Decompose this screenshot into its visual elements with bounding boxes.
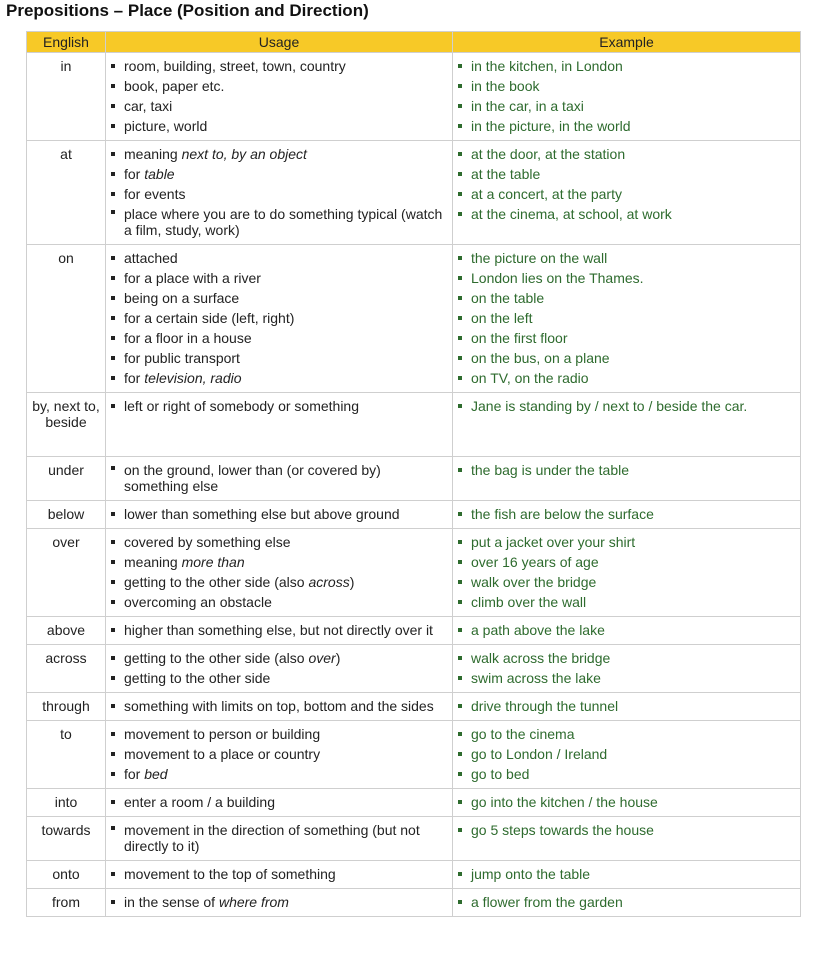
usage-item [110,164,448,184]
table-row [27,529,801,617]
usage-list [110,144,448,240]
preposition-text: on [58,250,74,266]
usage-item [110,460,448,496]
example-list [457,696,796,716]
usage-text: enter a room / a building [124,794,275,810]
example-item: a flower from the garden [457,892,796,912]
usage-text: lower than something else but above ground [124,506,400,522]
usage-item [110,648,448,668]
usage-text: getting to the other side (also [124,574,309,590]
usage-emphasis: table [144,166,175,182]
usage-text: for a place with a river [124,270,261,286]
example-list [457,248,796,388]
usage-item [110,308,448,328]
usage-text: book, paper etc. [124,78,225,94]
preposition-text: under [48,462,84,478]
example-item: in the picture, in the world [457,116,796,136]
usage-text: place where you are to do something typical (watch a film, study, work) [124,206,443,238]
usage-emphasis: bed [144,766,168,782]
preposition-cell [27,693,106,721]
usage-text: higher than something else, but not directly over it [124,622,433,638]
example-cell [453,529,801,617]
example-list [457,820,796,840]
example-cell [453,141,801,245]
table-row [27,693,801,721]
preposition-text: from [52,894,80,910]
table-row [27,817,801,861]
preposition-text: over [52,534,80,550]
usage-list [110,792,448,812]
usage-item [110,396,448,416]
example-cell [453,393,801,457]
example-item: on the bus, on a plane [457,348,796,368]
usage-list [110,648,448,688]
usage-item [110,116,448,136]
table-row [27,457,801,501]
usage-emphasis: across [308,574,350,590]
example-item: on the first floor [457,328,796,348]
example-item: in the kitchen, in London [457,56,796,76]
table-row [27,889,801,917]
usage-list [110,864,448,884]
usage-item [110,620,448,640]
example-item: walk across the bridge [457,648,796,668]
example-item: walk over the bridge [457,572,796,592]
example-list [457,396,796,416]
example-item: a path above the lake [457,620,796,640]
example-list [457,620,796,640]
usage-emphasis: more than [181,554,245,570]
usage-list [110,504,448,524]
example-list [457,460,796,480]
example-cell [453,501,801,529]
usage-text: for [124,766,145,782]
preposition-text: to [60,726,72,742]
usage-list [110,248,448,388]
usage-item [110,724,448,744]
usage-list [110,460,448,496]
usage-item [110,532,448,552]
usage-emphasis: next to, by an object [181,146,307,162]
example-list [457,56,796,136]
usage-text: for a floor in a house [124,330,252,346]
usage-item [110,288,448,308]
example-item: London lies on the Thames. [457,268,796,288]
usage-cell [106,457,453,501]
preposition-cell [27,617,106,645]
usage-emphasis: where from [218,894,289,910]
preposition-text: onto [52,866,80,882]
header-example: Example [453,32,801,53]
usage-cell [106,861,453,889]
usage-cell [106,53,453,141]
usage-item [110,504,448,524]
preposition-cell [27,721,106,789]
example-list [457,724,796,784]
example-cell [453,817,801,861]
usage-text: left or right of somebody or something [124,398,360,414]
usage-text: picture, world [124,118,208,134]
example-item: Jane is standing by / next to / beside the car. [457,396,796,416]
example-item: at the door, at the station [457,144,796,164]
example-item: the picture on the wall [457,248,796,268]
table-row [27,617,801,645]
example-item: drive through the tunnel [457,696,796,716]
example-cell [453,789,801,817]
example-cell [453,457,801,501]
table-row [27,789,801,817]
example-item: at a concert, at the party [457,184,796,204]
usage-cell [106,889,453,917]
usage-text: for a certain side (left, right) [124,310,295,326]
usage-cell [106,501,453,529]
example-item: jump onto the table [457,864,796,884]
usage-item [110,184,448,204]
example-list [457,648,796,688]
usage-cell [106,693,453,721]
usage-list [110,724,448,784]
usage-item [110,96,448,116]
header-row [27,32,801,53]
usage-cell [106,617,453,645]
example-item: on the left [457,308,796,328]
usage-list [110,396,448,416]
preposition-cell [27,889,106,917]
example-item: the fish are below the surface [457,504,796,524]
preposition-text: in [60,58,72,74]
usage-cell [106,789,453,817]
example-item: the bag is under the table [457,460,796,480]
usage-list [110,56,448,136]
usage-text: for [124,166,145,182]
usage-text: being on a surface [124,290,240,306]
usage-item [110,572,448,592]
example-item: at the table [457,164,796,184]
example-cell [453,617,801,645]
usage-item [110,792,448,812]
example-item: put a jacket over your shirt [457,532,796,552]
example-cell [453,245,801,393]
usage-text: on the ground, lower than (or covered by) something else [124,462,381,494]
usage-text: something with limits on top, bottom and the sides [124,698,434,714]
preposition-cell [27,861,106,889]
usage-item [110,744,448,764]
usage-emphasis: over [308,650,336,666]
usage-text: meaning [124,554,182,570]
usage-item [110,764,448,784]
usage-text: for events [124,186,186,202]
usage-text: getting to the other side (also [124,650,309,666]
usage-text: ) [335,650,341,666]
example-list [457,144,796,224]
preposition-text: at [60,146,72,162]
table-body [27,53,801,917]
usage-item [110,328,448,348]
usage-item [110,696,448,716]
table-row [27,393,801,457]
usage-cell [106,645,453,693]
usage-item [110,248,448,268]
usage-text: movement to a place or country [124,746,321,762]
usage-item [110,820,448,856]
preposition-text: towards [41,822,91,838]
example-item: in the car, in a taxi [457,96,796,116]
usage-text: car, taxi [124,98,173,114]
usage-text: meaning [124,146,182,162]
usage-text: overcoming an obstacle [124,594,272,610]
example-list [457,864,796,884]
preposition-text: by, next to, beside [32,398,100,430]
usage-item [110,668,448,688]
example-cell [453,861,801,889]
usage-item [110,348,448,368]
example-cell [453,889,801,917]
preposition-cell [27,53,106,141]
preposition-cell [27,393,106,457]
example-cell [453,53,801,141]
usage-item [110,368,448,388]
example-cell [453,721,801,789]
preposition-cell [27,457,106,501]
usage-item [110,268,448,288]
usage-text: in the sense of [124,894,219,910]
usage-item [110,892,448,912]
example-list [457,792,796,812]
example-item: over 16 years of age [457,552,796,572]
prepositions-table [26,31,801,917]
example-item: in the book [457,76,796,96]
example-item: on the table [457,288,796,308]
usage-text: for public transport [124,350,240,366]
usage-cell [106,393,453,457]
usage-text: covered by something else [124,534,291,550]
usage-text: for [124,370,145,386]
usage-list [110,620,448,640]
table-row [27,645,801,693]
usage-item [110,144,448,164]
preposition-cell [27,789,106,817]
usage-cell [106,721,453,789]
usage-list [110,696,448,716]
preposition-text: above [46,622,86,638]
usage-item [110,56,448,76]
usage-item [110,76,448,96]
table-row [27,501,801,529]
preposition-cell [27,141,106,245]
preposition-cell [27,245,106,393]
usage-list [110,532,448,612]
table-row [27,53,801,141]
example-cell [453,693,801,721]
header-english: English [27,32,106,53]
usage-list [110,820,448,856]
table-row [27,861,801,889]
preposition-cell [27,645,106,693]
usage-item [110,864,448,884]
usage-text: attached [124,250,178,266]
usage-item [110,592,448,612]
usage-text: ) [349,574,355,590]
header-usage: Usage [106,32,453,53]
example-list [457,532,796,612]
table-row [27,141,801,245]
example-cell [453,645,801,693]
table-row [27,721,801,789]
usage-text: room, building, street, town, country [124,58,346,74]
preposition-text: below [47,506,85,522]
usage-cell [106,245,453,393]
example-item: on TV, on the radio [457,368,796,388]
preposition-text: across [45,650,87,666]
usage-item [110,552,448,572]
usage-cell [106,817,453,861]
example-item: climb over the wall [457,592,796,612]
usage-cell [106,141,453,245]
preposition-cell [27,501,106,529]
example-item: at the cinema, at school, at work [457,204,796,224]
example-item: go to bed [457,764,796,784]
preposition-text: into [54,794,78,810]
usage-emphasis: television, radio [144,370,242,386]
example-item: swim across the lake [457,668,796,688]
example-item: go to the cinema [457,724,796,744]
example-list [457,504,796,524]
usage-text: movement to person or building [124,726,321,742]
usage-list [110,892,448,912]
preposition-cell [27,817,106,861]
example-list [457,892,796,912]
example-item: go into the kitchen / the house [457,792,796,812]
usage-text: getting to the other side [124,670,271,686]
example-item: go 5 steps towards the house [457,820,796,840]
usage-cell [106,529,453,617]
page-title: Prepositions – Place (Position and Direction) [6,1,369,20]
preposition-cell [27,529,106,617]
usage-text: movement in the direction of something (but not directly to it) [124,822,420,854]
usage-text: movement to the top of something [124,866,336,882]
preposition-text: through [42,698,90,714]
usage-item [110,204,448,240]
table-row [27,245,801,393]
example-item: go to London / Ireland [457,744,796,764]
